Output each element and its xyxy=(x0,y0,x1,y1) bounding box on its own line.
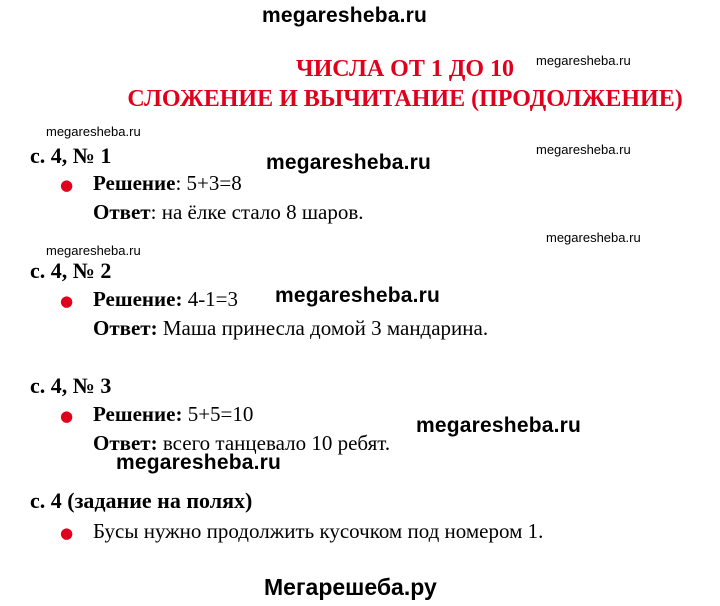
watermark-big: megaresheba.ru xyxy=(266,151,432,174)
solution-text: 5+3=8 xyxy=(181,171,242,195)
solution-label: Решение: xyxy=(93,402,183,426)
answer-line xyxy=(93,200,363,225)
watermark-small: megaresheba.ru xyxy=(546,230,641,245)
watermark-big: megaresheba.ru xyxy=(275,284,441,307)
bullet-icon: ● xyxy=(60,292,74,310)
solution-text: 5+5=10 xyxy=(182,402,254,426)
margin-task-text: Бусы нужно продолжить кусочком под номером 1. xyxy=(93,519,544,543)
title-line-2: СЛОЖЕНИЕ И ВЫЧИТАНИЕ (ПРОДОЛЖЕНИЕ) xyxy=(127,86,683,112)
answer-text: всего танцевало 10 ребят. xyxy=(157,431,391,455)
answer-text: : на ёлке стало 8 шаров. xyxy=(150,200,364,224)
solution-line xyxy=(93,287,238,312)
title-line-1: ЧИСЛА ОТ 1 ДО 10 xyxy=(295,56,515,82)
watermark-small: megaresheba.ru xyxy=(46,243,141,258)
solution-label: Решение: xyxy=(93,287,183,311)
answer-text: Маша принесла домой 3 мандарина. xyxy=(157,316,489,340)
answer-label: Ответ: xyxy=(93,316,158,340)
section-heading: с. 4, № 3 xyxy=(30,373,112,398)
bullet-icon: ● xyxy=(60,176,74,194)
section-heading: с. 4, № 1 xyxy=(30,143,112,168)
solution-label: Решение xyxy=(93,171,176,195)
watermark-big: megaresheba.ru xyxy=(116,451,282,474)
bullet-icon: ● xyxy=(60,407,74,425)
solution-line xyxy=(93,171,242,196)
solution-text: 4-1=3 xyxy=(182,287,239,311)
watermark-top: megaresheba.ru xyxy=(262,4,428,27)
watermark-big: megaresheba.ru xyxy=(416,414,582,437)
watermark-small: megaresheba.ru xyxy=(46,124,141,139)
solution-separator: : xyxy=(175,171,182,195)
answer-label: Ответ: xyxy=(93,431,158,455)
answer-label: Ответ xyxy=(93,200,151,224)
section-heading: с. 4 (задание на полях) xyxy=(30,488,253,513)
footer-site-name: Мегарешеба.ру xyxy=(264,574,437,600)
bullet-icon: ● xyxy=(60,524,74,542)
solution-line xyxy=(93,402,253,427)
answer-line xyxy=(93,316,488,341)
watermark-small: megaresheba.ru xyxy=(536,53,631,68)
section-heading: с. 4, № 2 xyxy=(30,258,112,283)
watermark-small: megaresheba.ru xyxy=(536,142,631,157)
